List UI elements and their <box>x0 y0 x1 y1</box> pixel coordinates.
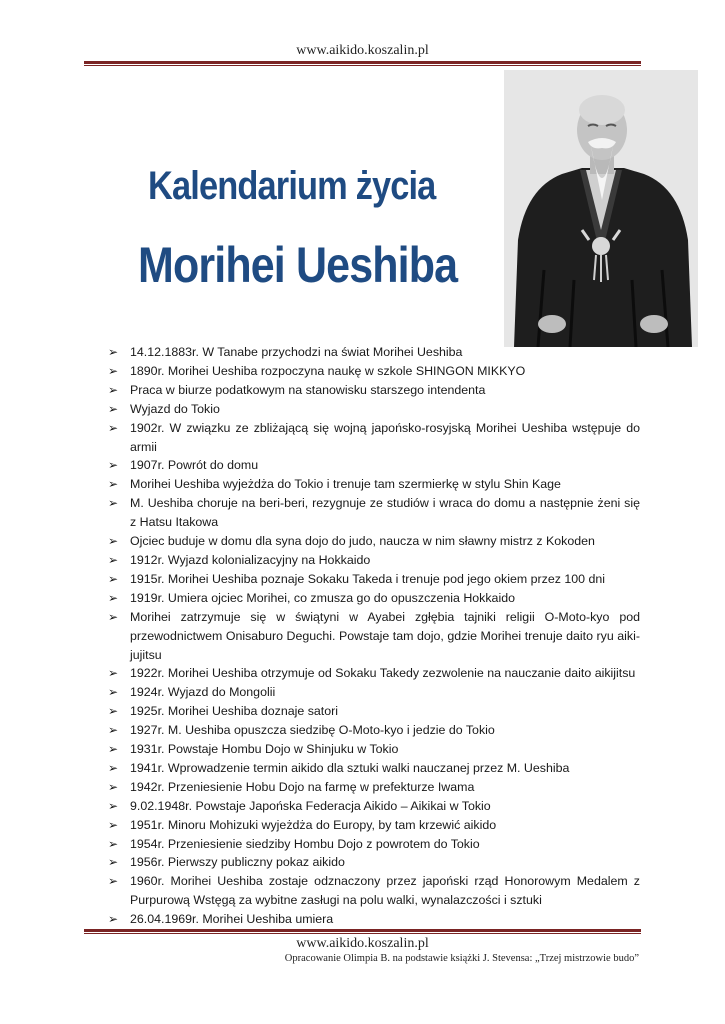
timeline-item-text: 1902r. W związku ze zbliżającą się wojną japońsko-rosyjską Morihei Ueshiba wstępuje do armii <box>130 420 640 454</box>
timeline-item-text: Wyjazd do Tokio <box>130 401 220 416</box>
arrow-bullet-icon: ➢ <box>108 874 119 889</box>
timeline-item <box>108 910 640 929</box>
timeline-item <box>108 589 640 608</box>
timeline-item <box>108 456 640 475</box>
timeline-item-text: 1927r. M. Ueshiba opuszcza siedzibę O-Moto-kyo i jedzie do Tokio <box>130 723 495 738</box>
header-url[interactable]: www.aikido.koszalin.pl <box>296 43 429 58</box>
timeline-item <box>108 532 640 551</box>
timeline-item <box>108 381 640 400</box>
timeline-item-text: 1942r. Przeniesienie Hobu Dojo na farmę w prefekturze Iwama <box>130 779 475 794</box>
timeline-item <box>108 400 640 419</box>
arrow-bullet-icon: ➢ <box>108 458 119 473</box>
arrow-bullet-icon: ➢ <box>108 382 119 397</box>
timeline-item <box>108 570 640 589</box>
arrow-bullet-icon: ➢ <box>108 855 119 870</box>
timeline-item-text: 1922r. Morihei Ueshiba otrzymuje od Sokaku Takedy zezwolenie na nauczanie daito aikijitsu <box>130 666 636 681</box>
timeline-item-text: Morihei zatrzymuje się w świątyni w Ayabei zgłębia tajniki religii O-Moto-kyo pod przewodnictwem Onisaburo Deguchi. Powstaje tam dojo, gdzie Morihei trenuje daito ryu aiki-jujitsu <box>130 609 640 662</box>
arrow-bullet-icon: ➢ <box>108 571 119 586</box>
timeline-item <box>108 551 640 570</box>
timeline-item-text: 1924r. Wyjazd do Mongolii <box>130 685 276 700</box>
timeline-item-text: Morihei Ueshiba wyjeżdża do Tokio i trenuje tam szermierkę w stylu Shin Kage <box>130 477 561 492</box>
arrow-bullet-icon: ➢ <box>108 363 119 378</box>
timeline-item <box>108 702 640 721</box>
timeline-item <box>108 778 640 797</box>
timeline-item <box>108 494 640 532</box>
arrow-bullet-icon: ➢ <box>108 609 119 624</box>
timeline-item-text: 1925r. Morihei Ueshiba doznaje satori <box>130 704 339 719</box>
timeline-item <box>108 721 640 740</box>
arrow-bullet-icon: ➢ <box>108 420 119 435</box>
timeline-item-text: 1954r. Przeniesienie siedziby Hombu Dojo z powrotem do Tokio <box>130 836 480 851</box>
arrow-bullet-icon: ➢ <box>108 496 119 511</box>
timeline-item-text: 1931r. Powstaje Hombu Dojo w Shinjuku w Tokio <box>130 742 399 757</box>
timeline-item <box>108 343 640 362</box>
timeline-item <box>108 797 640 816</box>
timeline-list <box>108 343 640 929</box>
timeline-item <box>108 835 640 854</box>
footer-url[interactable]: www.aikido.koszalin.pl <box>296 936 429 951</box>
arrow-bullet-icon: ➢ <box>108 534 119 549</box>
arrow-bullet-icon: ➢ <box>108 345 119 359</box>
arrow-bullet-icon: ➢ <box>108 477 119 492</box>
arrow-bullet-icon: ➢ <box>108 723 119 738</box>
timeline-item <box>108 740 640 759</box>
portrait-photo <box>504 70 698 347</box>
arrow-bullet-icon: ➢ <box>108 798 119 813</box>
timeline-item-text: Ojciec buduje w domu dla syna dojo do judo, naucza w nim sławny mistrz z Kokoden <box>130 534 595 549</box>
timeline-item <box>108 816 640 835</box>
footer-rule <box>84 929 641 934</box>
page-title-line1: Kalendarium życia <box>148 164 436 208</box>
timeline-item-text: 9.02.1948r. Powstaje Japońska Federacja Aikido – Aikikai w Tokio <box>130 798 491 813</box>
arrow-bullet-icon: ➢ <box>108 401 119 416</box>
arrow-bullet-icon: ➢ <box>108 704 119 719</box>
arrow-bullet-icon: ➢ <box>108 742 119 757</box>
arrow-bullet-icon: ➢ <box>108 590 119 605</box>
arrow-bullet-icon: ➢ <box>108 666 119 681</box>
timeline-item-text: 1919r. Umiera ojciec Morihei, co zmusza go do opuszczenia Hokkaido <box>130 590 515 605</box>
arrow-bullet-icon: ➢ <box>108 552 119 567</box>
timeline-item <box>108 872 640 910</box>
timeline-item-text: 1956r. Pierwszy publiczny pokaz aikido <box>130 855 345 870</box>
timeline-item <box>108 362 640 381</box>
page-title-line2: Morihei Ueshiba <box>138 237 458 293</box>
timeline-item-text: 14.12.1883r. W Tanabe przychodzi na świat Morihei Ueshiba <box>130 345 463 359</box>
timeline-item-text: 1915r. Morihei Ueshiba poznaje Sokaku Takeda i trenuje pod jego okiem przez 100 dni <box>130 571 606 586</box>
timeline-item-text: 26.04.1969r. Morihei Ueshiba umiera <box>130 912 334 927</box>
timeline-item-text: 1951r. Minoru Mohizuki wyjeżdża do Europy, by tam krzewić aikido <box>130 817 497 832</box>
timeline-item <box>108 419 640 457</box>
header-rule <box>84 61 641 66</box>
timeline-item <box>108 683 640 702</box>
timeline-item <box>108 475 640 494</box>
timeline-item-text: 1960r. Morihei Ueshiba zostaje odznaczony przez japoński rząd Honorowym Medalem z Purpurową Wstęgą za wybitne zasługi na polu walki, wynalazczości i sztuki <box>130 874 640 908</box>
timeline-item <box>108 853 640 872</box>
timeline-item-text: 1912r. Wyjazd kolonializacyjny na Hokkaido <box>130 552 371 567</box>
timeline-item-text: 1890r. Morihei Ueshiba rozpoczyna naukę w szkole SHINGON MIKKYO <box>130 363 526 378</box>
timeline-item <box>108 759 640 778</box>
timeline-item-text: 1941r. Wprowadzenie termin aikido dla sztuki walki nauczanej przez M. Ueshiba <box>130 760 570 775</box>
arrow-bullet-icon: ➢ <box>108 779 119 794</box>
timeline-item-text: Praca w biurze podatkowym na stanowisku starszego intendenta <box>130 382 486 397</box>
arrow-bullet-icon: ➢ <box>108 760 119 775</box>
arrow-bullet-icon: ➢ <box>108 912 119 927</box>
arrow-bullet-icon: ➢ <box>108 836 119 851</box>
arrow-bullet-icon: ➢ <box>108 817 119 832</box>
timeline-item <box>108 664 640 683</box>
arrow-bullet-icon: ➢ <box>108 685 119 700</box>
timeline-item <box>108 608 640 665</box>
timeline-item-text: M. Ueshiba choruje na beri-beri, rezygnuje ze studiów i wraca do domu a następnie żeni się z Hatsu Itakowa <box>130 496 640 530</box>
timeline-item-text: 1907r. Powrót do domu <box>130 458 259 473</box>
footer-credit: Opracowanie Olimpia B. na podstawie książki J. Stevensa: „Trzej mistrzowie budo” <box>284 953 639 964</box>
